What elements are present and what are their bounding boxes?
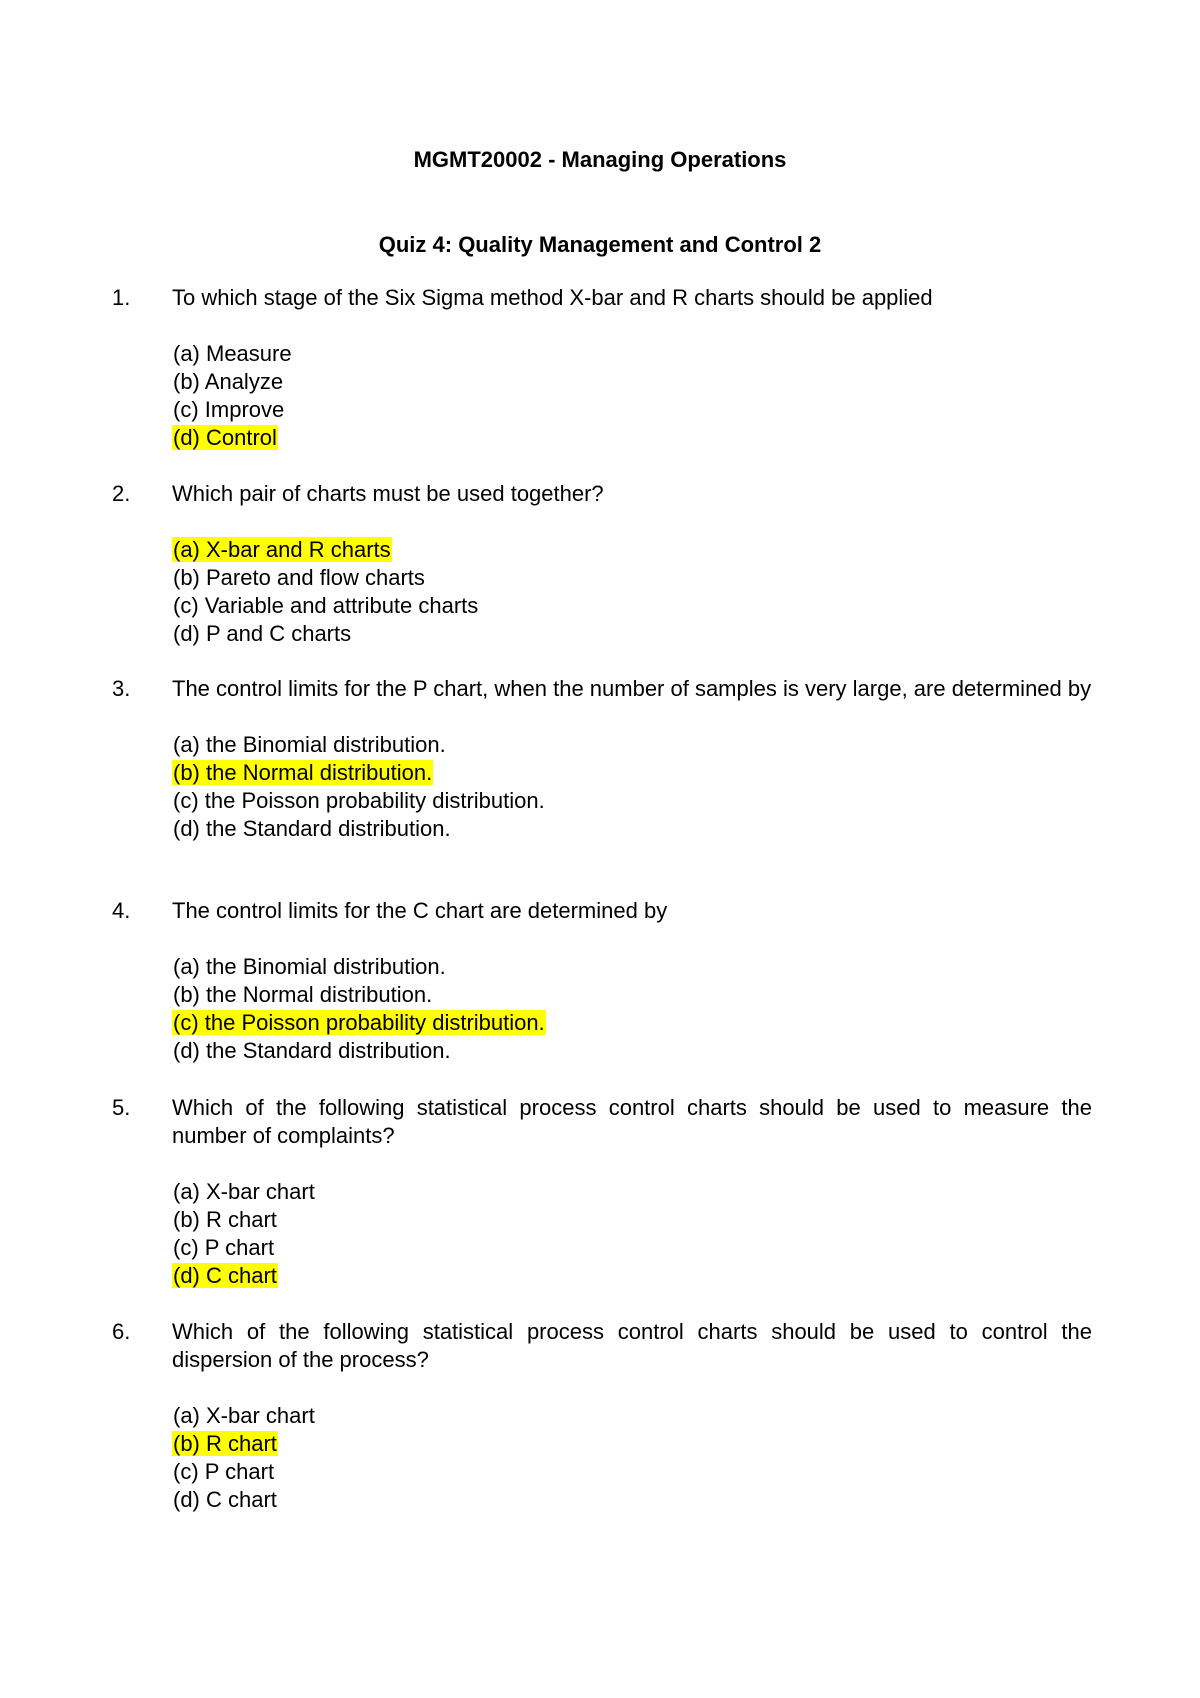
question-number: 5. [112,1095,131,1120]
option-b-highlighted-answer: (b) R chart [173,1431,277,1456]
options-list [172,1178,1092,1290]
option-a: (a) the Binomial distribution. [173,732,446,757]
option-a: (a) X-bar chart [173,1403,315,1428]
option-d: (d) C chart [173,1487,277,1512]
option-c: (c) P chart [173,1235,275,1260]
option-d: (d) P and C charts [173,621,352,646]
question-text: The control limits for the C chart are determined by [172,898,668,923]
option-c-highlighted-answer: (c) the Poisson probability distribution. [173,1010,545,1035]
option-c: (c) Improve [173,397,285,422]
option-a-highlighted-answer: (a) X-bar and R charts [173,537,391,562]
question-1 [112,284,1092,452]
question-number: 2. [112,481,131,506]
option-c: (c) P chart [173,1459,275,1484]
options-list [172,731,1092,843]
question-5 [112,1094,1092,1290]
question-4 [112,897,1092,1065]
course-title: MGMT20002 - Managing Operations [413,147,787,172]
question-3 [112,675,1092,843]
option-d: (d) the Standard distribution. [173,1038,451,1063]
question-number: 1. [112,285,131,310]
option-b-highlighted-answer: (b) the Normal distribution. [173,760,433,785]
option-b: (b) R chart [173,1207,277,1232]
option-d: (d) the Standard distribution. [173,816,451,841]
option-b: (b) Analyze [173,369,284,394]
question-text: Which of the following statistical process control charts should be used to measure the number of complaints? [172,1095,1092,1148]
option-d-highlighted-answer: (d) C chart [173,1263,277,1288]
option-b: (b) Pareto and flow charts [173,565,425,590]
question-text: Which of the following statistical process control charts should be used to control the dispersion of the process? [172,1319,1092,1372]
question-text: To which stage of the Six Sigma method X-bar and R charts should be applied [172,285,933,310]
option-b: (b) the Normal distribution. [173,982,433,1007]
option-d-highlighted-answer: (d) Control [173,425,277,450]
question-text: Which pair of charts must be used together? [172,481,604,506]
option-a: (a) Measure [173,341,292,366]
option-c: (c) the Poisson probability distribution. [173,788,545,813]
option-c: (c) Variable and attribute charts [173,593,479,618]
question-number: 4. [112,898,131,923]
options-list [172,1402,1092,1514]
question-6 [112,1318,1092,1514]
options-list [172,953,1092,1065]
option-a: (a) the Binomial distribution. [173,954,446,979]
question-number: 3. [112,676,131,701]
options-list [172,340,1092,452]
option-a: (a) X-bar chart [173,1179,315,1204]
question-text: The control limits for the P chart, when the number of samples is very large, are determined by [172,676,1092,701]
question-number: 6. [112,1319,131,1344]
options-list [172,536,1092,648]
question-2 [112,480,1092,648]
quiz-title: Quiz 4: Quality Management and Control 2 [378,232,822,257]
